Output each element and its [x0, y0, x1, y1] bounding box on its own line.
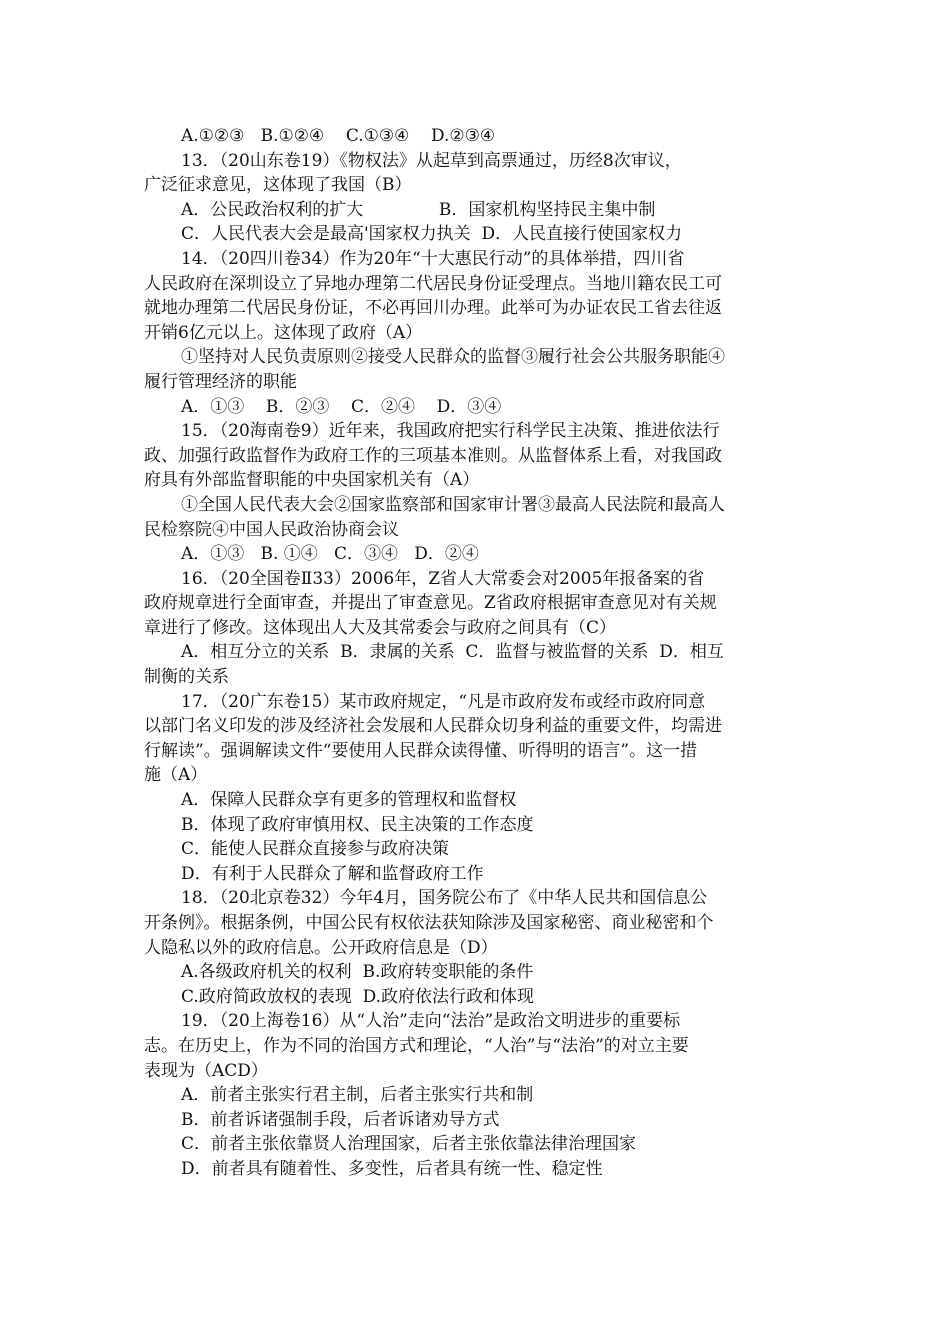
text-line: C．人民代表大会是最高'国家权力执关 D．人民直接行使国家权力	[181, 224, 683, 245]
text-line: 13．（20山东卷19）《物权法》从起草到高票通过，历经8次审议，	[181, 150, 682, 171]
text-line: 19．（20上海卷16）从“人治”走向“法治”是政治文明进步的重要标	[181, 1011, 681, 1032]
text-line: A.①②③ B.①②④ C.①③④ D.②③④	[181, 126, 496, 146]
text-line: D．前者具有随着性、多变性，后者具有统一性、稳定性	[181, 1158, 603, 1179]
text-line: 施（A）	[144, 765, 208, 786]
text-line: 16．（20全国卷Ⅱ33）2006年，Z省人大常委会对2005年报备案的省	[181, 568, 705, 589]
text-line: 14．（20四川卷34）作为20年“十大惠民行动”的具体举措，四川省	[181, 248, 685, 269]
text-line: A．相互分立的关系 B．隶属的关系 C．监督与被监督的关系 D．相互	[181, 642, 724, 663]
text-line: 广泛征求意见，这体现了我国（B）	[144, 175, 412, 196]
text-line: 民检察院④中国人民政治协商会议	[144, 519, 399, 540]
text-line: A．①③ B．②③ C．②④ D．③④	[181, 396, 502, 417]
text-line: 15．（20海南卷9）近年来，我国政府把实行科学民主决策、推进依法行	[181, 421, 720, 442]
text-line: 制衡的关系	[144, 667, 229, 688]
text-line: C．前者主张依靠贤人治理国家，后者主张依靠法律治理国家	[181, 1134, 637, 1155]
text-line: ①坚持对人民负责原则②接受人民群众的监督③履行社会公共服务职能④	[181, 347, 725, 368]
text-line: 开条例》。根据条例，中国公民有权依法获知除涉及国家秘密、商业秘密和个	[144, 913, 714, 933]
text-line: C.政府简政放权的表现 D.政府依法行政和体现	[181, 986, 535, 1007]
text-line: A．①③ B. ①④ C．③④ D．②④	[181, 544, 479, 565]
text-line: B．体现了政府审慎用权、民主决策的工作态度	[181, 814, 534, 835]
text-line: 以部门名义印发的涉及经济社会发展和人民群众切身利益的重要文件，均需进	[144, 716, 722, 737]
text-line: 18．（20北京卷32）今年4月，国务院公布了《中华人民共和国信息公	[181, 888, 708, 909]
text-line: ①全国人民代表大会②国家监察部和国家审计署③最高人民法院和最高人	[181, 494, 725, 515]
text-line: 府具有外部监督职能的中央国家机关有（A）	[144, 470, 480, 491]
text-line: A.各级政府机关的权利 B.政府转变职能的条件	[181, 962, 534, 983]
text-line: 表现为（ACD）	[144, 1060, 268, 1081]
text-line: 开销6亿元以上。这体现了政府（A）	[144, 322, 423, 343]
text-line: 人民政府在深圳设立了异地办理第二代居民身份证受理点。当地川籍农民工可	[144, 273, 722, 294]
text-line: 行解读”。强调解读文件“要使用人民群众读得懂、听得明的语言”。这一措	[144, 740, 698, 761]
text-line: 政府规章进行全面审查，并提出了审查意见。Z省政府根据审查意见对有关规	[144, 593, 717, 614]
text-line: C．能使人民群众直接参与政府决策	[181, 839, 450, 860]
text-line: 就地办理第二代居民身份证，不必再回川办理。此举可为办证农民工省去往返	[144, 298, 722, 319]
text-line: 人隐私以外的政府信息。公开政府信息是（D）	[144, 937, 498, 958]
text-line: B．前者诉诸强制手段，后者诉诸劝导方式	[181, 1109, 500, 1130]
document-body	[144, 124, 804, 1182]
text-line: A．保障人民群众享有更多的管理权和监督权	[181, 790, 517, 811]
text-line: D．有利于人民群众了解和监督政府工作	[181, 863, 484, 884]
text-line: 17．（20广东卷15）某市政府规定，“凡是市政府发布或经市政府同意	[181, 691, 706, 712]
text-line: 履行管理经济的职能	[144, 371, 297, 392]
text-line: A．公民政治权利的扩大 B．国家机构坚持民主集中制	[181, 199, 656, 220]
text-line: 章进行了修改。这体现出人大及其常委会与政府之间具有（C）	[144, 617, 617, 638]
text-line: A．前者主张实行君主制，后者主张实行共和制	[181, 1085, 534, 1106]
text-line: 志。在历史上，作为不同的治国方式和理论，“人治”与“法治”的对立主要	[144, 1035, 689, 1056]
text-line: 政、加强行政监督作为政府工作的三项基本准则。从监督体系上看，对我国政	[144, 445, 722, 466]
